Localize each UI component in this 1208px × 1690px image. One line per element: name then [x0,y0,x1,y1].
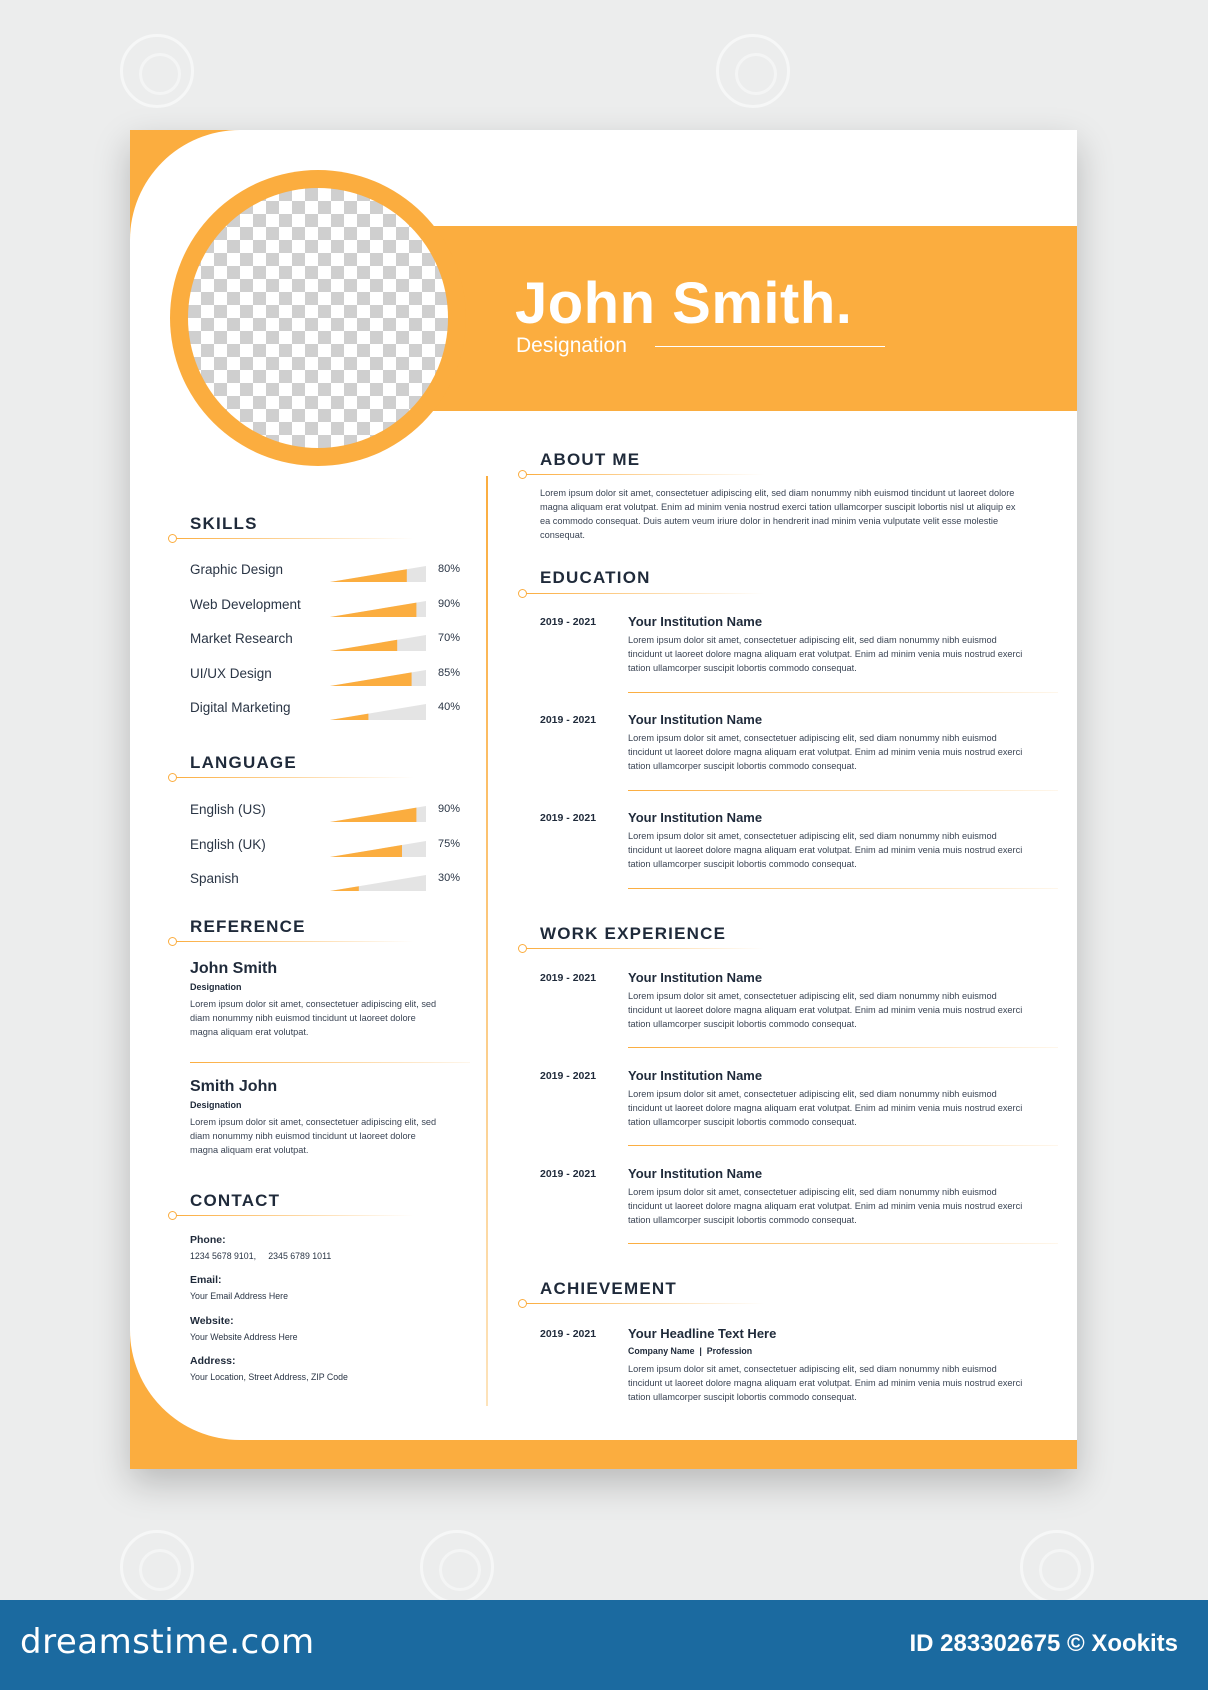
contact-website-value[interactable]: Your Website Address Here [190,1332,298,1342]
skill-bar [330,670,426,686]
reference-designation: Designation [190,982,242,992]
level-fill [330,808,416,822]
level-track [330,875,426,891]
watermark-icon [1020,1530,1094,1604]
level-fill [330,714,368,720]
entry-years: 2019 - 2021 [540,1070,597,1082]
language-percent: 30% [438,872,461,884]
contact-phone [190,1234,450,1261]
level-bar-graphic [330,601,426,617]
language-bar [330,806,426,822]
language-label: Spanish [190,871,239,886]
skill-label: Digital Marketing [190,700,291,715]
level-fill [330,845,402,857]
watermark-icon [716,34,790,108]
language-bar [330,875,426,891]
skill-row [190,597,461,617]
profile-photo-placeholder[interactable] [188,188,448,448]
skill-percent: 70% [438,632,461,644]
bullet-dot-icon [518,589,527,598]
skill-label: Web Development [190,597,301,612]
contact-website [190,1315,450,1342]
skill-row [190,700,461,720]
reference-rule [174,941,414,942]
skills-heading: SKILLS [190,514,258,533]
footer-image-id: ID 283302675 © Xookits [909,1630,1178,1657]
entry-divider [628,1145,1058,1146]
bullet-dot-icon [168,534,177,543]
entry-title: Your Institution Name [628,614,763,629]
level-fill [330,672,412,686]
level-fill [330,569,407,582]
work-heading: WORK EXPERIENCE [540,924,727,943]
designation-rule [655,346,885,347]
skill-percent: 40% [438,701,461,713]
bullet-dot-icon [168,937,177,946]
level-fill [330,603,416,617]
resume-name: John Smith. [515,271,853,336]
contact-email-value[interactable]: Your Email Address Here [190,1291,288,1301]
entry-subtitle: Company Name | Profession [628,1346,753,1356]
achievement-rule [524,1303,764,1304]
language-percent: 75% [438,838,461,850]
level-bar-graphic [330,841,426,857]
language-bar [330,841,426,857]
level-bar-graphic [330,704,426,720]
entry-title: Your Institution Name [628,970,763,985]
entry-years: 2019 - 2021 [540,1168,597,1180]
footer-logo[interactable]: dreamstime.com [20,1622,315,1662]
skill-bar [330,704,426,720]
resume-designation: Designation [516,334,627,357]
language-row [190,837,461,857]
contact-rule [174,1215,414,1216]
skill-label: Graphic Design [190,562,284,577]
entry-text: Lorem ipsum dolor sit amet, consectetuer adipiscing elit, sed diam nonummy nibh euismod tincidunt ut laoreet dolore magna aliquam erat volutpat. Enim ad minim venia muis nostrud exerci tation ullamcorper suscipit lobortis commodo consequat. [628,1364,1023,1402]
column-divider [486,476,488,1406]
reference-heading: REFERENCE [190,917,306,936]
skill-percent: 90% [438,598,461,610]
entry-years: 2019 - 2021 [540,714,597,726]
skill-bar [330,635,426,651]
about-heading: ABOUT ME [540,450,641,469]
achievement-heading: ACHIEVEMENT [540,1279,677,1298]
contact-heading: CONTACT [190,1191,281,1210]
contact-website-label: Website: [190,1315,234,1327]
entry-title: Your Headline Text Here [628,1326,777,1341]
entry-divider [628,1047,1058,1048]
watermark-icon [120,1530,194,1604]
level-fill [330,640,397,651]
language-row [190,802,461,822]
education-rule [524,593,764,594]
skills-rule [174,538,414,539]
reference-name: Smith John [190,1078,278,1095]
reference-text: Lorem ipsum dolor sit amet, consectetuer adipiscing elit, sed diam nonummy nibh euismod tincidunt ut laoreet dolore magna aliquam erat volutpat. [190,1117,437,1155]
skill-row [190,666,461,686]
contact-email-label: Email: [190,1274,222,1286]
language-label: English (US) [190,802,266,817]
watermark-icon [420,1530,494,1604]
language-label: English (UK) [190,837,266,852]
resume-page [130,130,1077,1469]
skill-label: UI/UX Design [190,666,272,681]
entry-divider [628,888,1058,889]
reference-name: John Smith [190,960,278,977]
language-percent: 90% [438,803,461,815]
skill-row [190,562,461,582]
entry-years: 2019 - 2021 [540,972,597,984]
about-text: Lorem ipsum dolor sit amet, consectetuer adipiscing elit, sed diam nonummy nibh euismod tincidunt ut laoreet dolore magna aliquam erat volutpat. Enim ad minim venia nostrud exerci tation ullamcorper suscipit lobortis nisl ut aliquip ex ea commodo consequat. Duis autem veum iriure dolor in hendrerit inad minim venia vulputate velit esse molestie consequat. [540,488,1016,540]
bullet-dot-icon [168,1211,177,1220]
language-rule [174,777,414,778]
entry-years: 2019 - 2021 [540,812,597,824]
skill-row [190,631,461,651]
contact-address [190,1355,450,1382]
skill-percent: 85% [438,667,461,679]
entry-years: 2019 - 2021 [540,1328,597,1340]
bullet-dot-icon [518,944,527,953]
level-bar-graphic [330,875,426,891]
reference-entry [190,1078,440,1157]
entry-title: Your Institution Name [628,810,763,825]
reference-entry [190,960,440,1039]
entry-divider [628,1243,1058,1244]
language-row [190,871,461,891]
entry-text: Lorem ipsum dolor sit amet, consectetuer adipiscing elit, sed diam nonummy nibh euismod tincidunt ut laoreet dolore magna aliquam erat volutpat. Enim ad minim venia muis nostrud exerci tation ullamcorper suscipit lobortis commodo consequat. [628,991,1023,1029]
contact-email [190,1274,450,1301]
contact-address-value: Your Location, Street Address, ZIP Code [190,1372,348,1382]
level-bar-graphic [330,566,426,582]
entry-years: 2019 - 2021 [540,616,597,628]
level-bar-graphic [330,635,426,651]
entry-divider [628,692,1058,693]
bullet-dot-icon [518,470,527,479]
level-fill [330,886,359,891]
contact-phone-label: Phone: [190,1234,226,1246]
level-bar-graphic [330,806,426,822]
level-track [330,704,426,720]
work-rule [524,948,764,949]
skill-label: Market Research [190,631,293,646]
level-bar-graphic [330,670,426,686]
entry-text: Lorem ipsum dolor sit amet, consectetuer adipiscing elit, sed diam nonummy nibh euismod tincidunt ut laoreet dolore magna aliquam erat volutpat. Enim ad minim venia muis nostrud exerci tation ullamcorper suscipit lobortis commodo consequat. [628,733,1023,771]
skill-percent: 80% [438,563,461,575]
entry-title: Your Institution Name [628,712,763,727]
bullet-dot-icon [518,1299,527,1308]
entry-text: Lorem ipsum dolor sit amet, consectetuer adipiscing elit, sed diam nonummy nibh euismod tincidunt ut laoreet dolore magna aliquam erat volutpat. Enim ad minim venia muis nostrud exerci tation ullamcorper suscipit lobortis commodo consequat. [628,831,1023,869]
entry-text: Lorem ipsum dolor sit amet, consectetuer adipiscing elit, sed diam nonummy nibh euismod tincidunt ut laoreet dolore magna aliquam erat volutpat. Enim ad minim venia muis nostrud exerci tation ullamcorper suscipit lobortis commodo consequat. [628,635,1023,673]
entry-title: Your Institution Name [628,1166,763,1181]
contact-address-label: Address: [190,1355,236,1367]
about-rule [524,474,764,475]
education-heading: EDUCATION [540,568,651,587]
reference-text: Lorem ipsum dolor sit amet, consectetuer adipiscing elit, sed diam nonummy nibh euismod tincidunt ut laoreet dolore magna aliquam erat volutpat. [190,999,437,1037]
reference-designation: Designation [190,1100,242,1110]
entry-text: Lorem ipsum dolor sit amet, consectetuer adipiscing elit, sed diam nonummy nibh euismod tincidunt ut laoreet dolore magna aliquam erat volutpat. Enim ad minim venia muis nostrud exerci tation ullamcorper suscipit lobortis commodo consequat. [628,1187,1023,1225]
footer-bar [0,1600,1208,1690]
reference-divider [190,1062,470,1063]
bullet-dot-icon [168,773,177,782]
entry-title: Your Institution Name [628,1068,763,1083]
entry-text: Lorem ipsum dolor sit amet, consectetuer adipiscing elit, sed diam nonummy nibh euismod tincidunt ut laoreet dolore magna aliquam erat volutpat. Enim ad minim venia muis nostrud exerci tation ullamcorper suscipit lobortis commodo consequat. [628,1089,1023,1127]
language-heading: LANGUAGE [190,753,297,772]
skill-bar [330,601,426,617]
entry-divider [628,790,1058,791]
watermark-icon [120,34,194,108]
contact-phone-value[interactable]: 1234 5678 9101, 2345 6789 1011 [190,1251,332,1261]
skill-bar [330,566,426,582]
